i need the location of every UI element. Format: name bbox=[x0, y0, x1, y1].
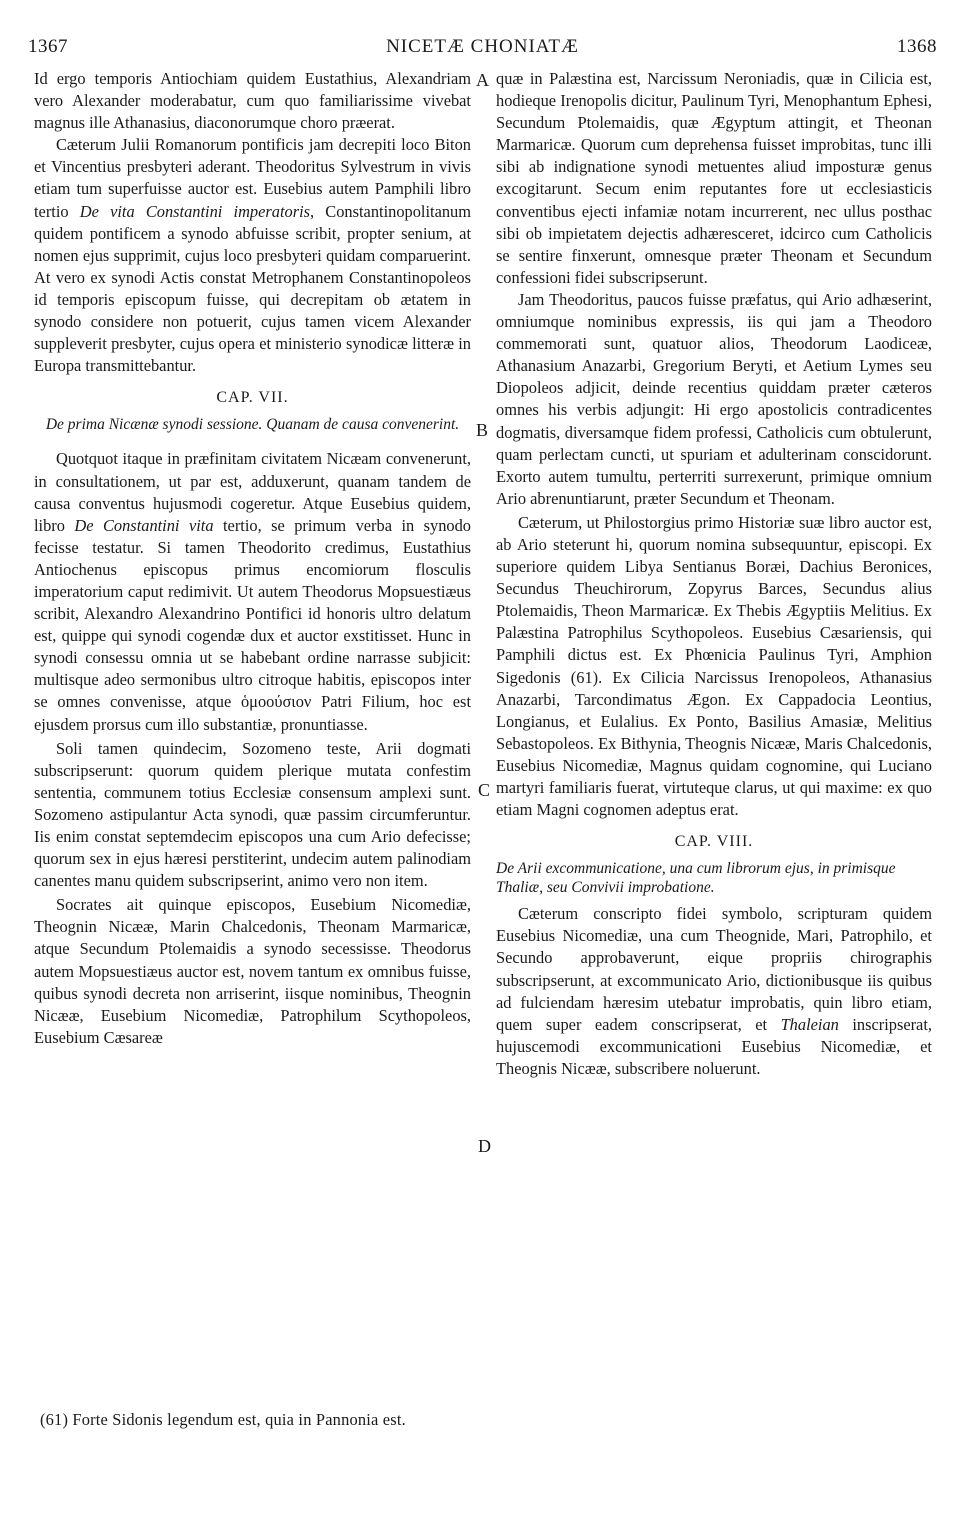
left-column bbox=[34, 68, 471, 1049]
right-page-number: 1368 bbox=[897, 36, 937, 57]
left-paragraph-1: Id ergo temporis Antiochiam quidem Eustathius, Alexandriam vero Alexander moderabatur, cum quo familiarissime vivebat magnus ille Athanasius, diaconorumque choro præerat. bbox=[34, 69, 471, 133]
work-title: De Constantini vita bbox=[74, 515, 214, 535]
chapter-summary-7: De prima Nicænæ synodi sessione. Quanam de causa convenerint. bbox=[45, 416, 460, 434]
chapter-summary-8: De Arii excommunicatione, una cum librorum ejus, in primisque Thaliæ, seu Convivii improbatione. bbox=[496, 860, 896, 897]
margin-marker-c: C bbox=[478, 780, 491, 800]
left-paragraph-4: Soli tamen quindecim, Sozomeno teste, Arii dogmati subscripserunt: quorum quidem plerique mutata confestim sententia, communem totius Ecclesiæ consensum amplexi sunt. Sozomeno astipulantur Acta synodi, quæ passim circumferuntur. Iis enim constat septemdecim episcopos una cum Ario defecisse; quorum sex in ejus hæresi perstiterint, undecim autem palinodiam canentes manu quidem subscripserint, animo vero non item. bbox=[34, 738, 471, 891]
right-paragraph-2: Jam Theodoritus, paucos fuisse præfatus, qui Ario adhæserint, omniumque nominibus expressis, iis qui jam a Theodoro commemorati sunt, quatuor alios, Theodorum Laodiceæ, Athanasium Anazarbi, Gregorium Beryti, et Aetium Lymes seu Diopoleos adjicit, deinde recentius quiddam præter cæteros omnes his verbis adjungit: Hi ergo apostolicis contradicentes dogmatis, diversamque fidem professi, Catholicis cum obtulerunt, quam perlectam cuncti, ut spuriam et adulterinam conscidorunt. Exorto autem tumultu, perterriti surrexerunt, primique omnium Ario abrenuntiarunt, præter Secundum et Theonam. bbox=[496, 289, 932, 508]
right-paragraph-4: Cæterum conscripto fidei symbolo, scripturam quidem Eusebius Nicomediæ, una cum Theognide, Mari, Patrophilo, et Secundo approbaverunt, eique propriis chirographis subscripserunt, at excommunicato Ario, dictionibusque iis quibus ad fulciendam hæresim utebatur improbatis, quin libro etiam, quem super eadem conscripserat, et Thaleian inscripserat, hujuscemodi excommunicationi Eusebius Nicomediæ, et Theognis Nicææ, subscribere noluerunt. bbox=[496, 904, 932, 1078]
chapter-heading-8: CAP. VIII. bbox=[674, 833, 754, 851]
right-paragraph-1: quæ in Palæstina est, Narcissum Neroniadis, quæ in Cilicia est, hodieque Irenopolis dicitur, Paulinum Tyri, Menophantum Ephesi, Secundum Ptolemaidis, quæ Ægyptum attingit, et Theonan Marmaricæ. Quorum cum deprehensa fuisset improbitas, tunc illi sibi ab indignatione synodi metuentes aliud imposturæ genus excogitarunt. Secum enim reputantes fore ut ecclesiasticis conventibus ejecti infamiæ notam incurrerent, nec ullus posthac sibi ob impietatem dejectis adhæresceret, idcirco cum Catholicis se sentire finxerunt, omnesque præter Theonam et Secundum confessioni fidei subscripserunt. bbox=[496, 69, 932, 287]
margin-marker-b: B bbox=[476, 420, 489, 440]
footnote: (61) Forte Sidonis legendum est, quia in Pannonia est. bbox=[40, 1410, 406, 1429]
right-paragraph-3: Cæterum, ut Philostorgius primo Historiæ suæ libro auctor est, ab Ario steterunt hi, quorum nomina subsequuntur, episcopi. Ex superiore quidem Libya Sentianus Boræi, Dachius Beronices, Secundus Theuchirorum, Zopyrus Barces, Secundus alius Ptolemaidis, Theon Marmaricæ. Ex Thebis Ægyptiis Melitius. Ex Palæstina Patrophilus Scythopoleos. Eusebius Cæsariensis, qui Pamphili dictus est. Ex Phœnicia Paulinus Tyri, Amphion Sigedonis (61). Ex Cilicia Narcissus Irenopoleos, Athanasius Anazarbi, Tarcondimatus Ægon. Ex Cappadocia Leontius, Longianus, et Eulalius. Ex Ponto, Basilius Amasiæ, Melitius Sebastopoleos. Ex Bithynia, Theognis Nicææ, Maris Chalcedonis, Eusebius Nicomediæ, Magnus quidam cognomine, qui Luciano martyri familiaris fuerat, virtuteque clarus, ut qui maxime: ex quo etiam Magni cognomen adeptus erat. bbox=[496, 512, 932, 820]
right-column bbox=[496, 68, 932, 1080]
margin-marker-d: D bbox=[478, 1136, 491, 1156]
left-paragraph-5: Socrates ait quinque episcopos, Eusebium Nicomediæ, Theognin Nicææ, Marin Chalcedonis, Theonam Marmaricæ, atque Secundum Ptolemaidis a synodo secessisse. Theodorus autem Mopsuestiæus auctor est, novem tantum ex omnibus fuisse, quibus synodi decreta non arriserint, iisque nominibus, Theognin Nicææ, Eusebium Nicomediæ, Patrophilum Scythopoleos, Eusebium Cæsareæ bbox=[34, 895, 471, 1047]
work-title: De vita Constantini imperatoris bbox=[79, 201, 311, 221]
left-paragraph-3: Quotquot itaque in præfinitam civitatem Nicæam convenerunt, in consultationem, ut par est, adduxerunt, quanam tandem de causa conventus hujusmodi cogeretur. Atque Eusebius quidem, libro De Constantini vita tertio, se primum verba in synodo fecisse testatur. Si tamen Theodorito credimus, Eustathius Antiochenus episcopus primus encomiorum flosculis imperatorium caput redimivit. Ut autem Theodorus Mopsuestiæus scribit, Alexandro Alexandrino Pontifici id honoris ultro delatum est, quippe qui synodi cogendæ dux et auctor exstitisset. Hunc in synodi consessu omnia ut se habebant ordine narrasse subjicit: multisque adeo sermonibus ultro citroque habitis, episcopos inter se omnes convenisse, atque ὁμοούσιον Patri Filium, hoc est ejusdem prorsus cum illo substantiæ, pronuntiasse. bbox=[34, 449, 471, 734]
left-paragraph-2: Cæterum Julii Romanorum pontificis jam decrepiti loco Biton et Vincentius presbyteri aderant. Theodoritus Sylvestrum in vivis etiam tum superfuisse auctor est. Eusebius autem Pamphili libro tertio De vita Constantini imperatoris, Constantinopolitanum quidem pontificem a synodo abfuisse scribit, propter senium, at nomen ejus supprimit, cujus loco presbyteri quidam comparuerint. At vero ex synodi Actis constat Metrophanem Constantinopoleos id temporis episcopum fuisse, qui decrepitam ob ætatem in synodo considere non potuerit, cujus tamen vicem Alexander suppleverit presbyter, cujus opera et ministerio synodicæ litteræ in Europa transmittebantur. bbox=[34, 135, 471, 376]
chapter-heading-7: CAP. VII. bbox=[216, 389, 289, 407]
page-header bbox=[28, 36, 937, 62]
work-title: Thaleian bbox=[780, 1014, 839, 1034]
running-title: NICETÆ CHONIATÆ bbox=[386, 36, 579, 57]
margin-marker-a: A bbox=[476, 70, 489, 90]
left-page-number: 1367 bbox=[28, 36, 68, 57]
